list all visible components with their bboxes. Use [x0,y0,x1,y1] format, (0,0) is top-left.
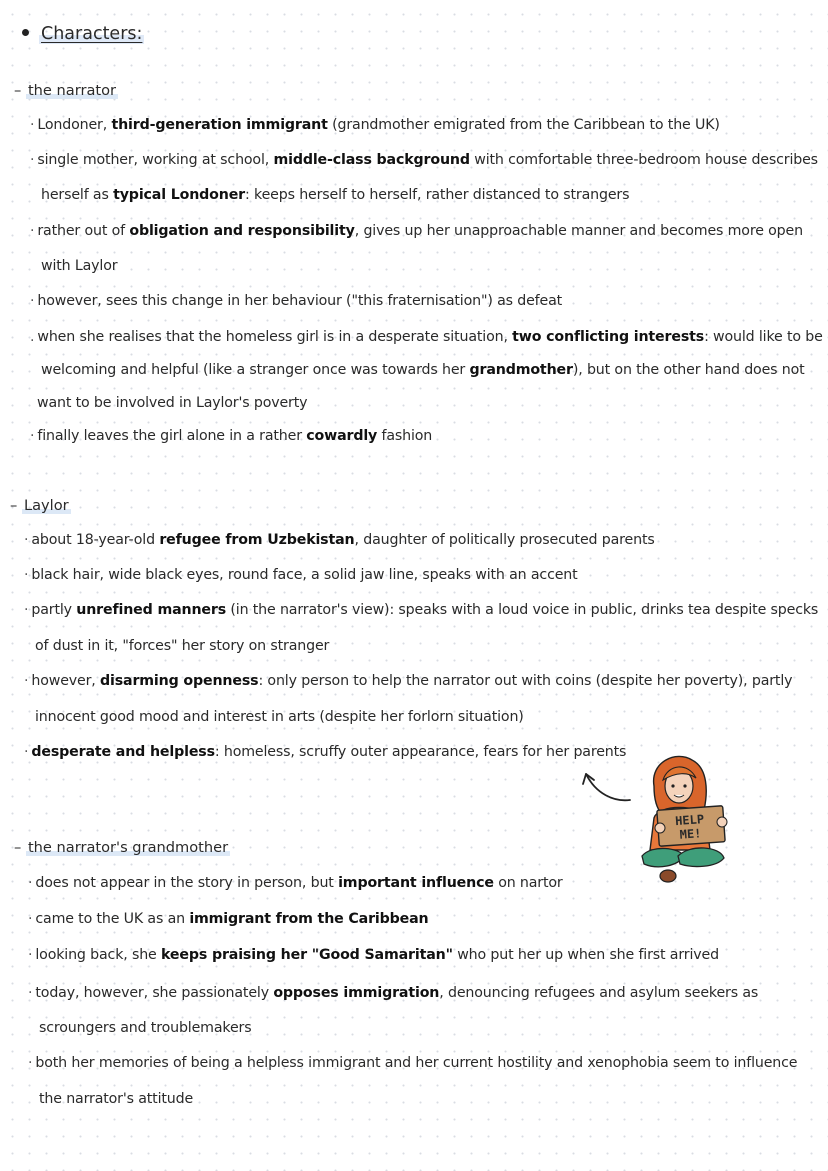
note-text: came to the UK as an [35,911,190,927]
subheading-laylor: – Laylor [10,497,69,514]
note-text: rather out of [37,223,130,239]
bullet-dot [22,29,29,36]
narrator-line [30,221,803,241]
narrator-line [37,393,307,413]
subheading-laylor-text: Laylor [23,497,69,514]
laylor-line [35,707,524,727]
homeless-girl-illustration [632,752,730,888]
note-text: however, sees this change in her behaviour ("this fraternisation") as defeat [37,293,563,309]
narrator-line [30,327,823,347]
note-text: when she realises that the homeless girl is in a desperate situation, [37,329,513,345]
sign-text-line2: ME! [679,826,702,842]
note-text: (grandmother emigrated from the Caribbean to the UK) [327,117,720,133]
narrator-line [41,360,805,380]
note-text: Londoner, [37,117,112,133]
bullet-mark: · [28,985,33,1001]
laylor-line [24,600,818,620]
grandmother-line [39,1018,251,1038]
note-text: single mother, working at school, [37,152,274,168]
narrator-line [41,256,117,276]
grandmother-line [28,945,719,965]
bullet-mark: . [30,329,35,345]
laylor-line [24,530,655,550]
bold-keyword: typical Londoner [113,187,246,203]
bold-keyword: cowardly [306,428,378,444]
bold-keyword: third-generation immigrant [111,117,328,133]
grandmother-line [39,1089,193,1109]
narrator-line [30,150,818,170]
bullet-mark: · [30,428,35,444]
note-text: (in the narrator's view): speaks with a loud voice in public, drinks tea despite specks [226,602,819,618]
heading-text: Characters: [41,24,143,44]
sign-text-line1: HELP [674,812,705,829]
subheading-grandmother-text: the narrator's grandmother [27,839,229,856]
grandmother-line [28,1053,797,1073]
bullet-mark: · [30,293,35,309]
bullet-mark: · [28,1055,33,1071]
bold-keyword: opposes immigration [273,985,440,1001]
note-text: : would like to be [704,329,823,345]
bullet-mark: · [28,911,33,927]
bold-keyword: desperate and helpless [31,744,215,760]
note-text: however, [31,673,101,689]
note-text: , gives up her unapproachable manner and becomes more open [354,223,803,239]
bold-keyword: unrefined manners [76,602,227,618]
bullet-mark: · [24,602,29,618]
note-text: , denouncing refugees and asylum seekers as [439,985,759,1001]
bold-keyword: refugee from Uzbekistan [159,532,355,548]
note-text: does not appear in the story in person, but [35,875,339,891]
curved-arrow-icon [578,764,634,808]
bullet-mark: · [24,744,29,760]
note-text: partly [31,602,77,618]
note-text: with Laylor [41,258,118,274]
note-text: ), but on the other hand does not [572,362,805,378]
bold-keyword: important influence [338,875,494,891]
bullet-mark: · [30,223,35,239]
bullet-mark: · [30,117,35,133]
note-text: : homeless, scruffy outer appearance, fears for her parents [214,744,627,760]
bullet-mark: · [30,152,35,168]
note-text: scroungers and troublemakers [39,1020,252,1036]
bold-keyword: keeps praising her "Good Samaritan" [161,947,453,963]
laylor-line [24,671,792,691]
note-text: about 18-year-old [31,532,160,548]
narrator-line [30,426,432,446]
note-text: : only person to help the narrator out with coins (despite her poverty), partly [258,673,793,689]
grandmother-line [28,909,429,929]
bold-keyword: disarming openness [100,673,259,689]
section-heading [14,22,144,46]
note-text: finally leaves the girl alone in a rather [37,428,307,444]
note-text: both her memories of being a helpless immigrant and her current hostility and xenophobia seem to influence [35,1055,798,1071]
bullet-mark: · [28,947,33,963]
note-text: who put her up when she first arrived [452,947,719,963]
bold-keyword: middle-class background [273,152,470,168]
bullet-mark: · [28,875,33,891]
bullet-mark: · [24,567,29,583]
grandmother-line [28,873,563,893]
subheading-narrator: – the narrator [14,82,117,99]
note-text: welcoming and helpful (like a stranger once was towards her [41,362,470,378]
narrator-line [41,185,629,205]
note-text: today, however, she passionately [35,985,274,1001]
note-text: the narrator's attitude [39,1091,194,1107]
note-text: : keeps herself to herself, rather distanced to strangers [245,187,630,203]
bullet-mark: · [24,532,29,548]
note-text: , daughter of politically prosecuted parents [354,532,655,548]
note-text: black hair, wide black eyes, round face, a solid jaw line, speaks with an accent [31,567,578,583]
bullet-mark: · [24,673,29,689]
grandmother-line [28,983,758,1003]
note-text: want to be involved in Laylor's poverty [37,395,308,411]
subheading-narrator-text: the narrator [27,82,117,99]
note-text: innocent good mood and interest in arts (despite her forlorn situation) [35,709,524,725]
bold-keyword: two conflicting interests [512,329,705,345]
narrator-line [30,115,720,135]
note-text: on nartor [493,875,563,891]
bold-keyword: obligation and responsibility [129,223,355,239]
laylor-line [35,636,329,656]
laylor-line [24,565,578,585]
note-text: looking back, she [35,947,161,963]
bold-keyword: grandmother [469,362,573,378]
bold-keyword: immigrant from the Caribbean [189,911,429,927]
subheading-grandmother: – the narrator's grandmother [14,839,229,856]
note-text: with comfortable three-bedroom house describes [469,152,818,168]
laylor-line [24,742,626,762]
note-text: of dust in it, "forces" her story on stranger [35,638,330,654]
note-text: herself as [41,187,114,203]
narrator-line [30,291,562,311]
note-text: fashion [377,428,433,444]
